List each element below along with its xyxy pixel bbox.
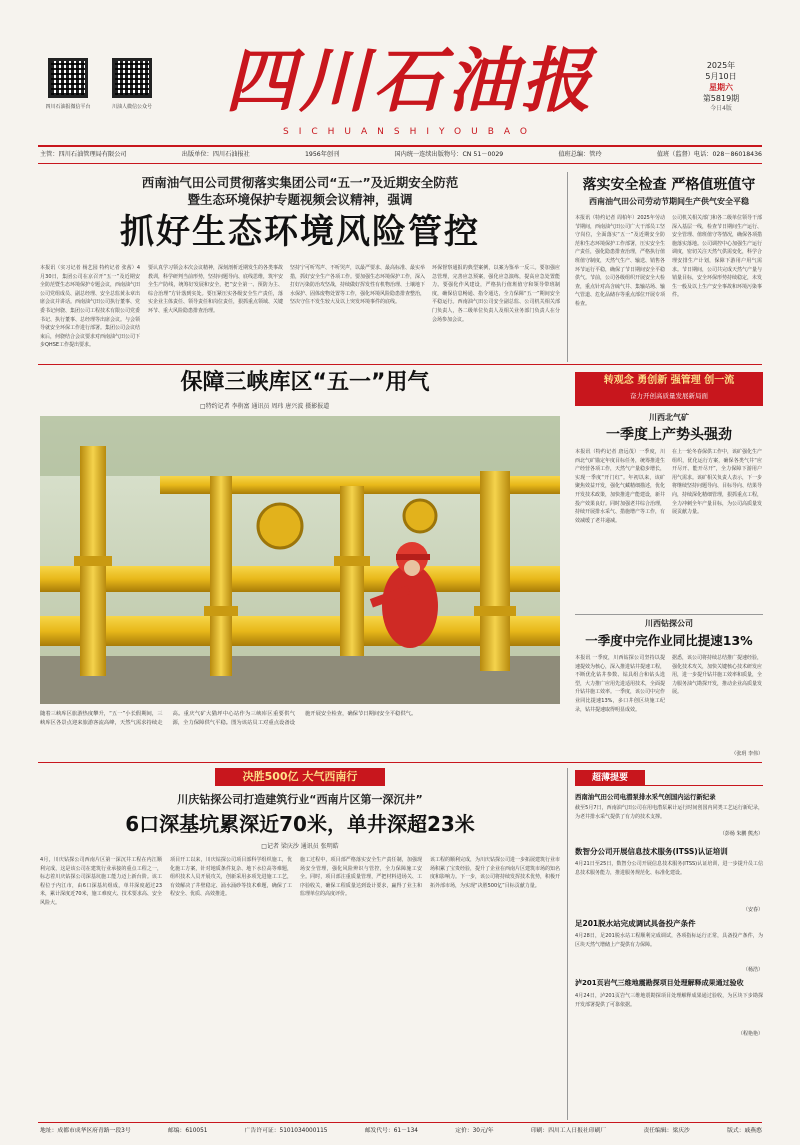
masthead-date-box — [690, 60, 752, 113]
chuanxi-column-1: 本报讯（特约记者 唐远茂）一季度，川西北气矿锚定年度目标任务，统筹推进生产经营各项工作，天然气产量稳步增长，实现一季度“开门红”。年初以来，该矿聚焦效益开发，强化气藏精细描述，优化开发技术政策，加快推进产能建设，新井投产效果良好。同时加强老井综合治理，持续开展排水采气、措施增产等工作，有效减缓了老井递减。 — [575, 449, 665, 524]
brief-item-3-author: （杨浩） — [742, 967, 763, 973]
crowd-credit: □记者 梁庆沙 通讯员 张明皓 — [261, 843, 339, 850]
brief-item-2-author: （安春） — [742, 907, 763, 913]
brief-item-1-author: （彭杨 朱鹏 熊杰） — [719, 831, 763, 837]
lead-column-3: 坚持宁可听骂声、不听哭声，以最严要求、最高标准、最实举措，抓好安全生产各项工作。要加强生态环境保护工作，深入打好污染防治攻坚战，持续做好挥发性有机物治理、土壤地下水保护、固体废物处置等工作，强化环境风险隐患排查整治，坚决守住不发生较大及以上突发环境事件的底线。 — [290, 265, 425, 306]
footer-bar — [40, 1125, 762, 1137]
safety-column-1: 本报讯（特约记者 周柏年）2025年劳动节期间，西南油气田公司广大干部员工坚守岗位，全面落实“五一”及近期安全防范和生态环境保护工作部署，压实安全生产责任，强化隐患排查治理，严格执行值班值守制度，天然气生产、输送、销售各环节运行平稳，确保了节日期间安全平稳供气。节前，公司各级组织开展安全大检查，重点针对高含硫气井、集输站场、输气管道、危化品储存等重点部位开展专项检查。 — [575, 215, 665, 307]
crowd-headline: 6口深基坑累深近70米，单井深超23米 — [125, 812, 475, 836]
crowd-column-2: 项目开工以来，川庆钻探公司项目部科学组织施工，优化施工方案，针对地质条件复杂、地下水位高等难题，组织技术人员开展攻关，创新采用多项先进施工工艺，有效解决了井壁稳定、涌水涌砂等技术难题，确保了工程安全、优质、高效推进。 — [170, 857, 292, 898]
info-cn: 国内统一连续出版物号：CN 51－0029 — [394, 151, 504, 158]
brief-item-2-text: 4月21日至25日，数智分公司开展信息技术服务(ITSS)认证培训，进一步提升员工信息技术服务能力，推进服务规范化、标准化建设。 — [575, 861, 763, 876]
lead-headline: 抓好生态环境风险管控 — [120, 212, 480, 252]
brief-label: 超薄提要 — [575, 770, 645, 786]
qr-label-wechat: 四川石油报微信平台 — [45, 104, 91, 110]
brief-item-1-title: 西南油气田公司电潜泵排水采气创国内运行新纪录 — [575, 793, 716, 801]
footer-address: 地址：成都市成华区府青路一段3号 — [40, 1128, 131, 1134]
lead-column-4: 环保督察通报的典型案例，以案为鉴举一反三。要加强应急管理，完善应急预案，强化应急演练，提高应急处置能力。要强化作风建设，严格执行值班值守和领导带班制度，确保信息畅通、指令通达，全力保障“五一”期间安全平稳运行。西南油气田公司安全副总监、公司机关相关部门负责人，各二级单位负责人及相关业务部门负责人在分会场参加会议。 — [432, 265, 560, 323]
section-banner — [575, 372, 763, 406]
lead-kicker-1: 西南油气田公司贯彻落实集团公司“五一”及近期安全防范 — [141, 175, 459, 190]
sanxia-photo — [40, 416, 560, 704]
crowd-column-4: 该工程的顺利完成，为川庆钻探公司进一步拓展建筑行业市场积累了宝贵经验，提升了企业在西南片区建筑市场的知名度和影响力。下一步，该公司将持续发挥技术优势，积极开拓外部市场，为实现“决胜500亿”目标贡献力量。 — [430, 857, 560, 889]
chuanxi2-headline: 川西钻探公司 — [645, 619, 693, 628]
sanxia-caption: 随着三峡库区旅游热度攀升，“五一”小长假期间，三峡库区各景点迎来旅游客流高峰，天然气需求持续走高。重庆气矿大猫坪中心站作为三峡库区重要供气源，全力保障供气平稳。图为该站员工对重点设备设施开展安全检查，确保节日期间安全平稳供气。 — [40, 711, 417, 726]
date-day: 5月10日 — [705, 72, 737, 81]
footer-postcode: 邮编：610051 — [167, 1128, 208, 1134]
footer-chief-editor: 责任编辑：梁庆沙 — [643, 1128, 690, 1134]
brief-item-3-text: 4月28日，足201脱水站工程顺利完成调试，各项指标运行正常，具备投产条件，为区块天然气增储上产提供有力保障。 — [575, 933, 763, 948]
footer-rule — [38, 1122, 762, 1123]
date-year: 2025年 — [706, 61, 736, 70]
chuanxi2-subhead: 一季度中完作业同比提速13% — [585, 633, 753, 648]
crowd-column-3: 施工过程中，项目部严格落实安全生产责任制，加强现场安全管理，强化风险辨识与管控，全力保障施工安全。同时，项目部注重质量管理，严把材料进场关、工序验收关，确保工程质量达到设计要求，赢得了业主和监理单位的高度评价。 — [300, 857, 422, 898]
chuanxi2-column-1: 本报讯 一季度，川西钻探公司坚持以提速提效为核心，深入推进钻井提速工程，不断优化钻井参数、钻具组合和钻头选型，大力推广应用先进适用技术，全面提升钻井施工效率。一季度，该公司中完作业同比提速13%，多口井创区块施工纪录，钻井提速取得明显成效。 — [575, 655, 665, 713]
footer-printer: 印刷：四川工人日报社印刷厂 — [530, 1128, 607, 1134]
crowd-slogan: 决胜500亿 大气西南行 — [215, 768, 385, 786]
info-founded: 1956年创刊 — [304, 151, 340, 158]
column-divider — [567, 172, 568, 362]
masthead-pinyin: SICHUANSHIYOUBAO — [283, 127, 537, 137]
brief-item-1-text: 截至5月7日，西南油气田公司在用电潜泵累计运行时间创国内同类工艺运行新纪录，为老井排水采气提供了有力的技术支撑。 — [575, 805, 763, 820]
masthead-title: 四川石油报 — [225, 39, 595, 122]
chuanxi-column-2: 在上一轮冬春保供工作中，该矿强化生产组织，优化运行方案，确保各类气井“应开尽开、能开尽开”，全力保障下游用户用气需求。该矿相关负责人表示，下一步将继续坚持问题导向、目标导向、结果导向，持续深化精细管理，狠抓重点工程，全力冲刺全年产量目标，为公司高质量发展贡献力量。 — [672, 449, 762, 516]
chuanxi2-author: （张玥 李伟） — [731, 751, 763, 757]
brief-item-3-title: 足201脱水站完成调试具备投产条件 — [575, 919, 696, 928]
brief-label-rule — [645, 785, 763, 786]
info-phone: 值班（监督）电话：028－86018436 — [656, 151, 762, 158]
safety-subhead: 西南油气田公司劳动节期间生产供气安全平稳 — [589, 197, 749, 206]
issue-number: 第5819期 — [702, 94, 740, 103]
safety-column-2: 公司机关相关部门和各二级单位领导干部深入基层一线，检查节日期间生产运行、安全管理、值班值守等情况，确保各项措施落实落地。公司调控中心加强生产运行调度，密切关注天然气供需变化，科学合理安排生产计划，保障下游用户用气需求。节日期间，公司共完成天然气产量与销量目标，安全环保形势持续稳定，未发生一般及以上生产安全事故和环境污染事件。 — [672, 215, 762, 299]
chuanxi-divider — [575, 614, 763, 615]
section-rule-1 — [38, 364, 762, 365]
brief-item-4-text: 4月24日，泸201页岩气三维地震勘探项目处理解释成果通过验收，为区块下步勘探开发部署提供了可靠依据。 — [575, 993, 763, 1008]
date-weekday: 星期六 — [709, 83, 733, 92]
info-editor: 值班总编：管玲 — [558, 151, 602, 158]
footer-ad-license: 广告许可证：5101034000115 — [244, 1128, 328, 1134]
safety-headline: 落实安全检查 严格值班值守 — [582, 177, 756, 193]
brief-item-4-title: 泸201页岩气三维地震勘探项目处理解释成果通过验收 — [575, 979, 744, 987]
info-bar — [40, 149, 762, 161]
section-rule-2 — [38, 762, 762, 763]
masthead-rule-top — [38, 145, 762, 147]
lead-kicker-2: 暨生态环境保护专题视频会议精神，强调 — [187, 192, 413, 207]
banner-slogan: 转观念 勇创新 强管理 创一流 — [603, 375, 735, 386]
qr-code-wechat — [48, 58, 88, 98]
info-publisher: 出版单位：四川石油报社 — [181, 151, 250, 158]
sanxia-credit: □特约记者 李栴富 通讯员 周玮 唐兴波 摄影报道 — [200, 403, 330, 410]
page-count: 今日4版 — [710, 105, 732, 112]
footer-price: 定价：30元/年 — [455, 1128, 494, 1134]
lead-column-2: 要认真学习领会本次会议精神，深刻剖析近期发生的各类事故教训，科学研判当前形势，坚持问题导向、底线思维，筑牢安全生产防线，统筹好发展和安全，把“安全第一、预防为主、综合治理”方针落到实处。要压紧压实各级安全生产责任，落实企业主体责任、领导责任和岗位责任，狠抓重点领域、关键环节、重大风险隐患排查治理。 — [148, 265, 283, 314]
chuanxi2-column-2: 据悉，该公司将持续总结推广提速经验，强化技术攻关，加快关键核心技术研发应用，进一步提升钻井施工效率和质量，全力服务油气勘探开发，推动企业高质量发展。 — [672, 655, 762, 696]
qr-label-public: 川油人微信公众号 — [111, 104, 152, 110]
brief-item-2-title: 数智分公司开展信息技术服务(ITSS)认证培训 — [575, 847, 728, 856]
chuanxi-headline: 川西北气矿 — [649, 413, 689, 422]
sanxia-photo-illustration — [40, 416, 560, 704]
sanxia-headline: 保障三峡库区“五一”用气 — [180, 370, 430, 395]
footer-designer: 版式：戚燕憨 — [727, 1128, 762, 1134]
footer-distribution: 邮发代号：61－134 — [364, 1128, 418, 1134]
crowd-kicker: 川庆钻探公司打造建筑行业“西南片区第一深沉井” — [177, 793, 423, 806]
crowd-column-1: 4月，川庆钻探公司西南片区第一深沉井工程在内江顺利完成，这是该公司在建筑行业承接的重点工程之一，标志着川庆钻探公司深基坑施工能力迈上新台阶。该工程位于内江市，由6口深基坑组成，单井深度超过23米，累计深度近70米，施工难度大、技术要求高、安全风险大。 — [40, 857, 162, 906]
chuanxi-subhead: 一季度上产势头强劲 — [606, 427, 732, 443]
bottom-column-divider — [567, 768, 568, 1120]
brief-item-4-author: （程艳艳） — [737, 1031, 763, 1037]
info-sponsor: 主管：四川石油管理局有限公司 — [40, 151, 127, 158]
masthead-rule-bottom — [38, 163, 762, 164]
lead-column-1: 本报讯（实习记者 杨艺园 特约记者 张茜）4月30日，集团公司在京召开“五一”及近期安全防范暨生态环境保护专题会议，西南油气田公司党组成员、副总经理、安全总监黄永章出席会议并讲话。西南油气田公司执行董事、党委书记何骁、集团公司工程技术有限公司党委书记、执行董事、总经理等出席会议。与会领导就安全环保工作进行部署。集团公司会议结束后，何骁结合会议要求对西南油气田公司下步QHSE工作提出要求。 — [40, 265, 140, 349]
banner-sub: 奋力开创高质量发展新局面 — [630, 392, 708, 400]
qr-code-public — [112, 58, 152, 98]
